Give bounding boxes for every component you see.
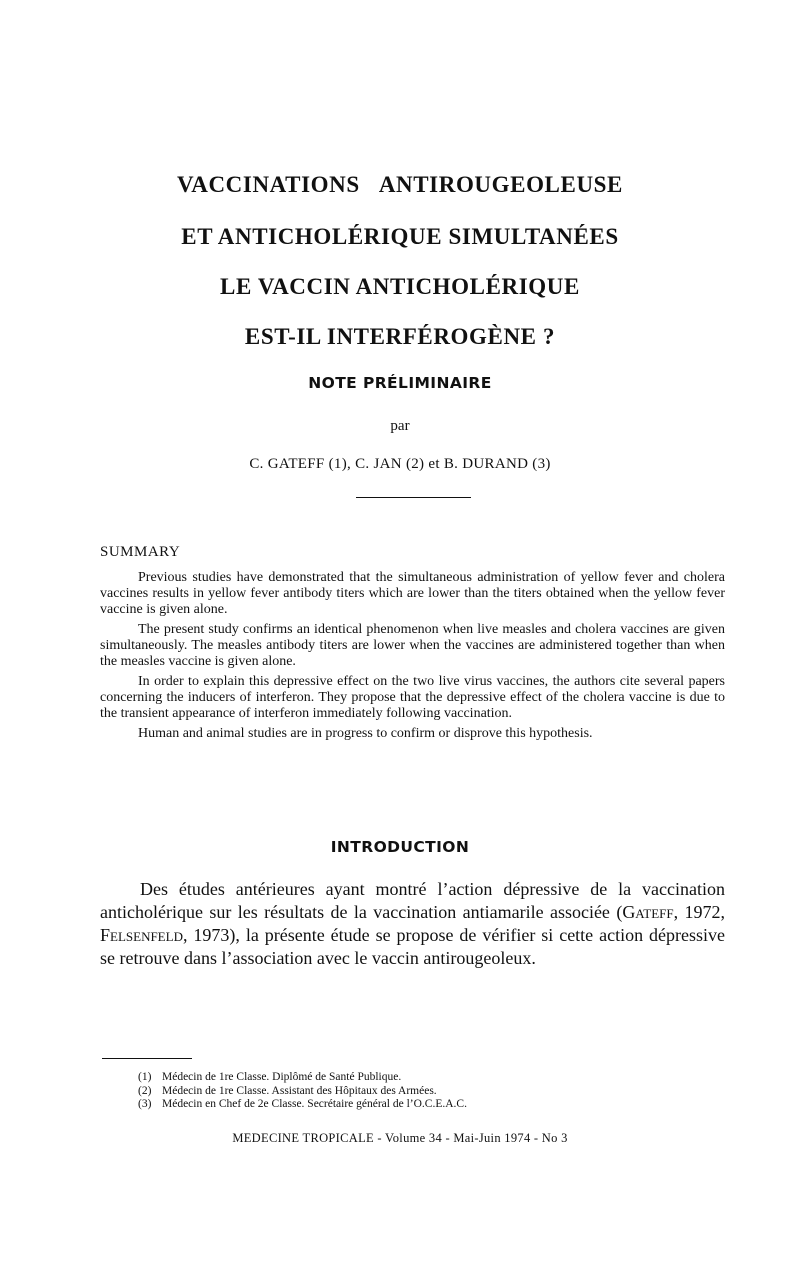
summary-heading: SUMMARY xyxy=(100,544,181,560)
footnote xyxy=(138,1085,467,1099)
introduction-heading: INTRODUCTION xyxy=(330,838,470,856)
footnote-number: (2) xyxy=(138,1084,152,1097)
title-line-4: EST-IL INTERFÉROGÈNE ? xyxy=(244,324,556,349)
title-line-3: LE VACCIN ANTICHOLÉRIQUE xyxy=(220,274,580,299)
journal-footer: MEDECINE TROPICALE - Volume 34 - Mai-Juin 1974 - No 3 xyxy=(232,1131,568,1145)
intro-text-2: , 1972, xyxy=(673,902,725,922)
title-line-1: VACCINATIONS ANTIROUGEOLEUSE xyxy=(177,172,623,197)
footnotes xyxy=(138,1071,467,1112)
summary-body xyxy=(100,570,725,746)
introduction-body xyxy=(100,878,725,970)
summary-paragraph: Human and animal studies are in progress to confirm or disprove this hypothesis. xyxy=(138,726,593,741)
by-label: par xyxy=(390,418,410,434)
footnote xyxy=(138,1071,467,1085)
intro-text-1: Des études antérieures ayant montré l’action dépressive de la vaccination anticholérique sur les résultats de la vaccination antiamarile associée ( xyxy=(100,879,725,922)
summary-paragraph: Previous studies have demonstrated that the simultaneous administration of yellow fever and cholera vaccines results in yellow fever antibody titers which are lower than the titers obtained when the yellow fever vaccine is given alone. xyxy=(100,570,725,617)
authors: C. GATEFF (1), C. JAN (2) et B. DURAND (3) xyxy=(249,456,551,472)
note-label: NOTE PRÉLIMINAIRE xyxy=(308,374,492,392)
summary-paragraph: In order to explain this depressive effect on the two live virus vaccines, the authors cite several papers concerning the inducers of interferon. They propose that the depressive effect of the cholera vaccine is due to the transient appearance of interferon immediately following vaccination. xyxy=(100,674,725,721)
footnote-text: Médecin de 1re Classe. Diplômé de Santé Publique. xyxy=(162,1071,402,1083)
introduction-paragraph xyxy=(100,878,725,970)
footnote-text: Médecin en Chef de 2e Classe. Secrétaire général de l’O.C.E.A.C. xyxy=(162,1098,467,1110)
divider-rule xyxy=(356,497,471,498)
footnote xyxy=(138,1098,467,1112)
title-line-2: ET ANTICHOLÉRIQUE SIMULTANÉES xyxy=(181,224,619,249)
footnote-text: Médecin de 1re Classe. Assistant des Hôpitaux des Armées. xyxy=(162,1084,437,1097)
footnote-number: (3) xyxy=(138,1098,152,1110)
summary-paragraph: The present study confirms an identical phenomenon when live measles and cholera vaccines are given simultaneously. The measles antibody titers are lower when the vaccines are administered together than when the measles vaccine is given alone. xyxy=(100,622,725,669)
citation-gateff: Gateff xyxy=(622,902,674,922)
footnote-number: (1) xyxy=(138,1071,152,1083)
citation-felsenfeld: Felsenfeld xyxy=(100,925,183,945)
intro-text-3: , 1973), la présente étude se propose de vérifier si cette action dépressive se retrouve dans l’association avec le vaccin antirougeoleux. xyxy=(100,925,725,968)
footnote-rule xyxy=(102,1058,192,1059)
